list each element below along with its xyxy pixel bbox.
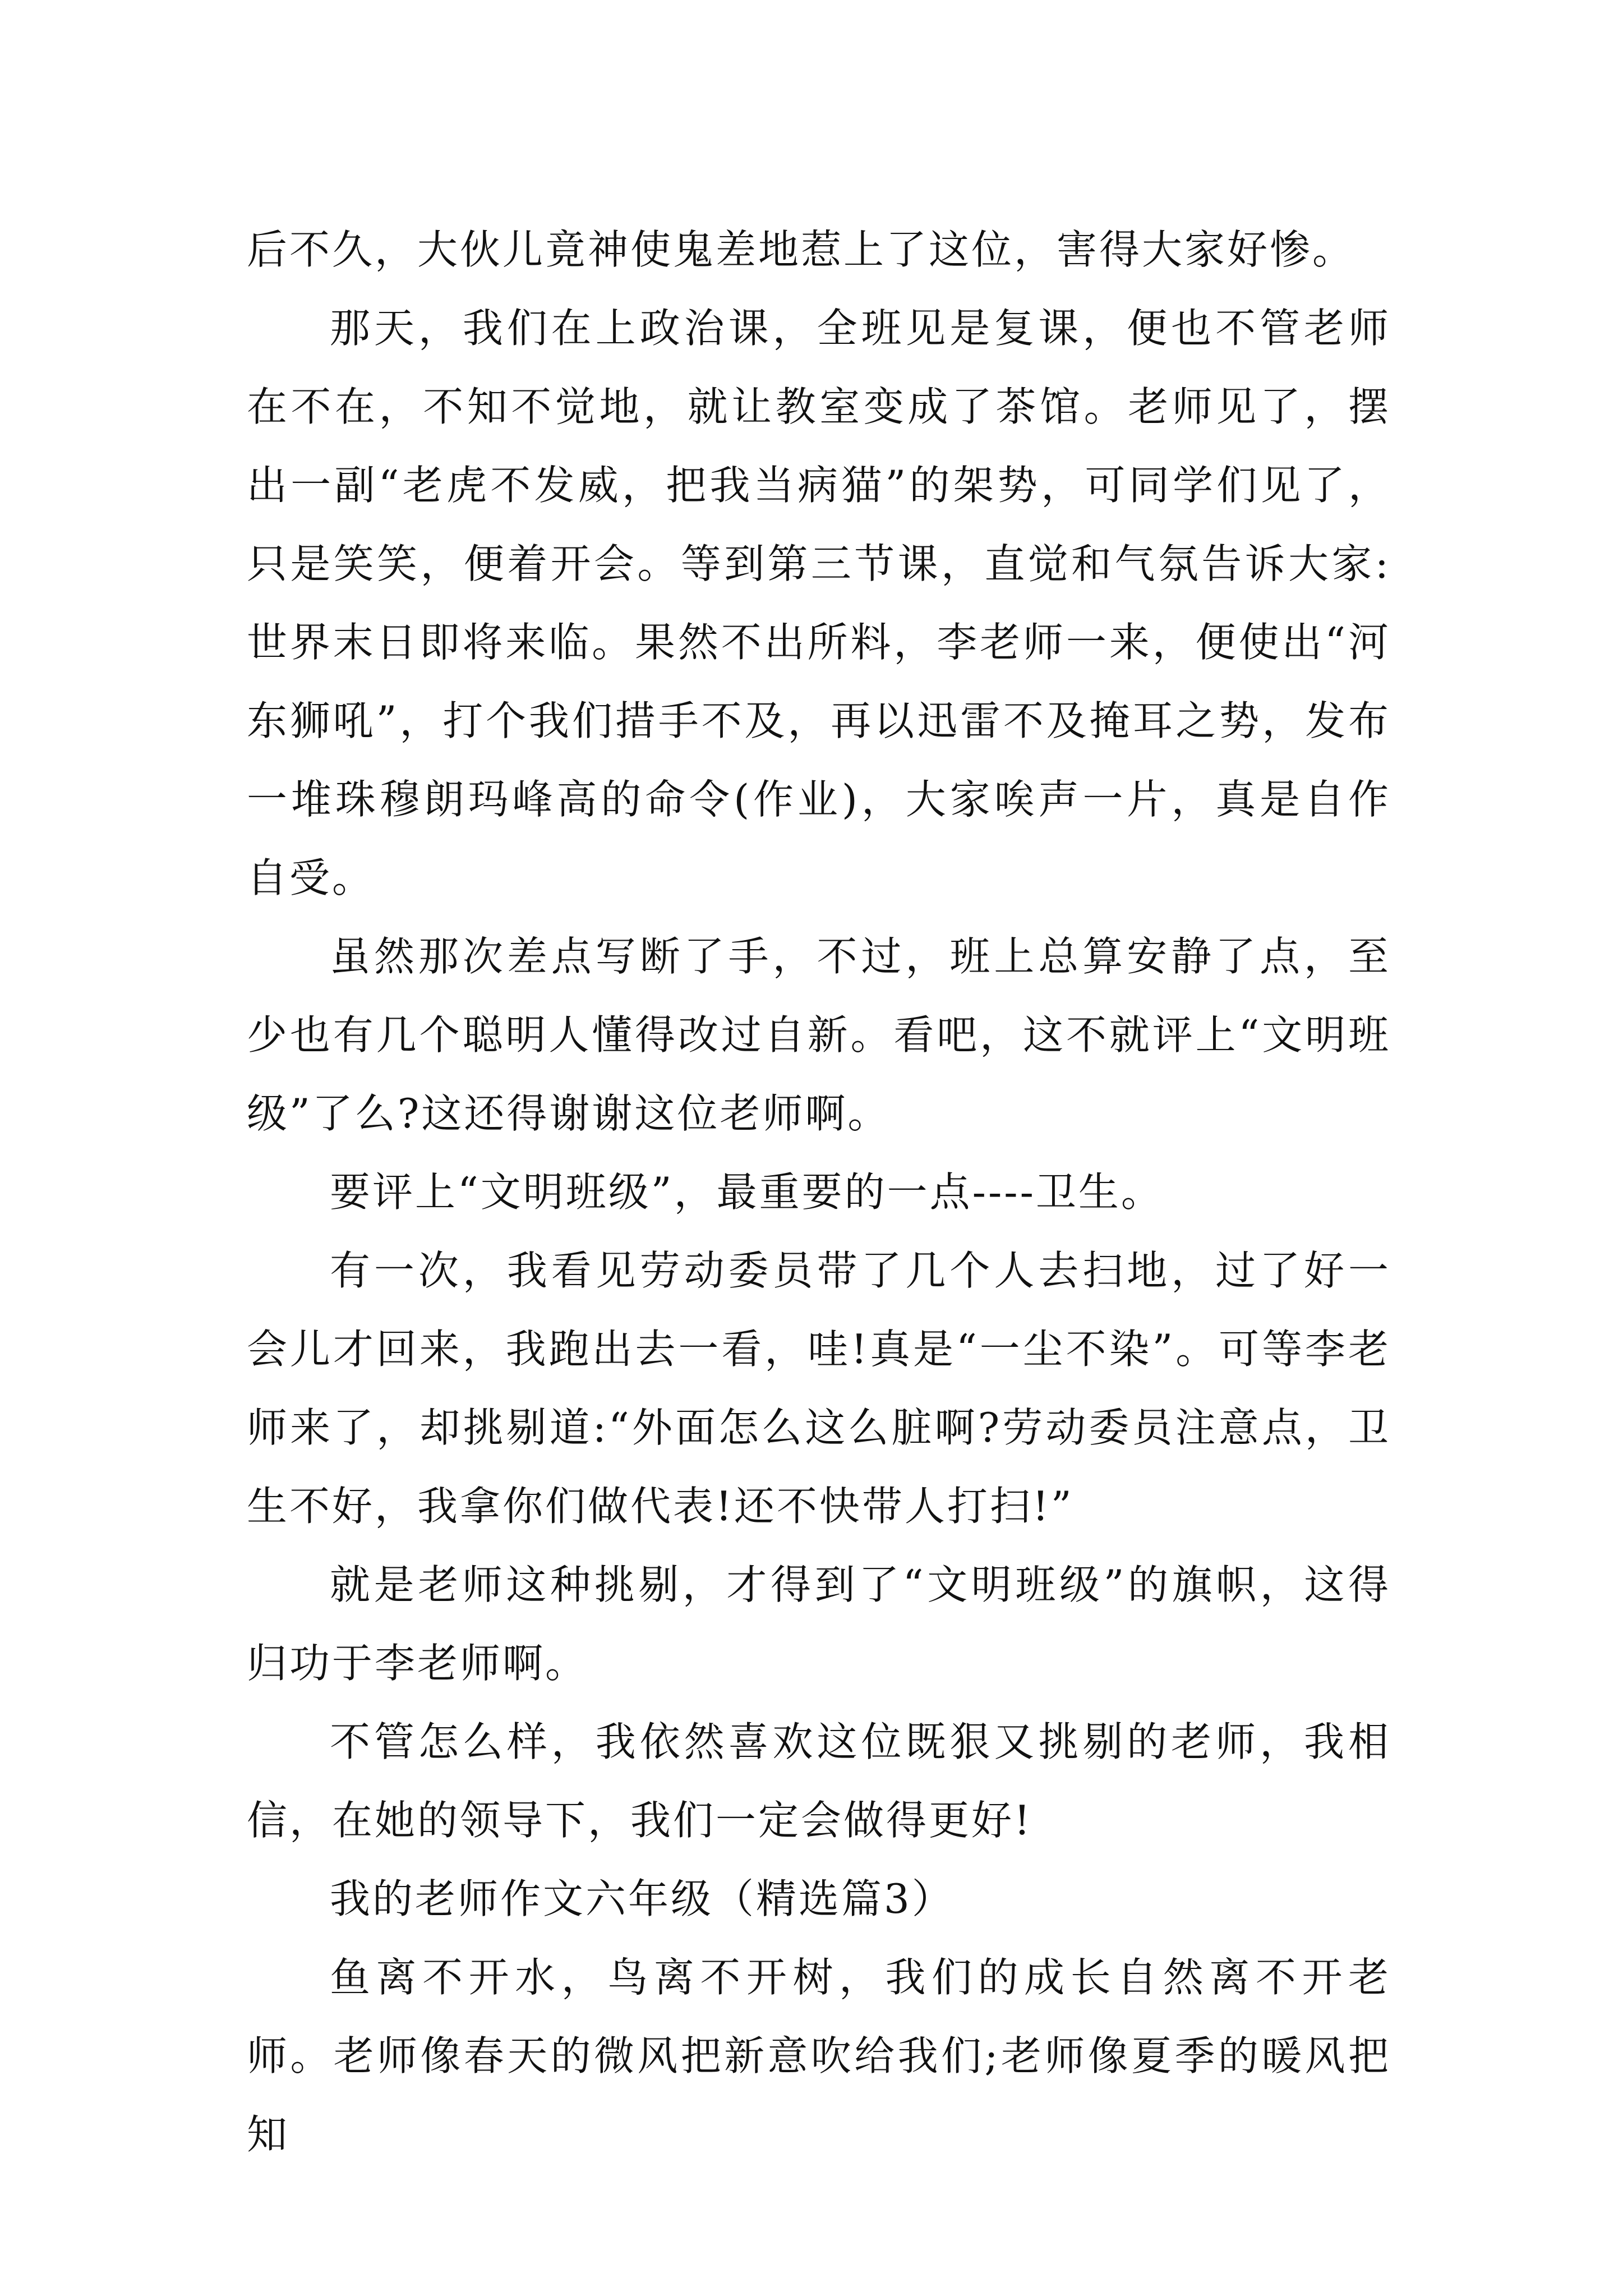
document-body (247, 210, 1391, 2174)
paragraph-1: 后不久，大伙儿竟神使鬼差地惹上了这位，害得大家好惨。 (247, 226, 1355, 273)
paragraph-8: 鱼离不开水，鸟离不开树，我们的成长自然离不开老师。老师像春天的微风把新意吹给我们;老师像夏季的暖风把知 (247, 1954, 1391, 2158)
paragraph-7: 不管怎么样，我依然喜欢这位既狠又挑剔的老师，我相信，在她的领导下，我们一定会做得更好! (247, 1718, 1391, 1844)
paragraph-2: 那天，我们在上政治课，全班见是复课，便也不管老师在不在，不知不觉地，就让教室变成了茶馆。老师见了，摆出一副“老虎不发威，把我当病猫”的架势，可同学们见了，只是笑笑，便着开会。等到第三节课，直觉和气氛告诉大家:世界末日即将来临。果然不出所料，李老师一来，便使出“河东狮吼”，打个我们措手不及，再以迅雷不及掩耳之势，发布一堆珠穆朗玛峰高的命令(作业)，大家唉声一片，真是自作自受。 (247, 305, 1391, 901)
paragraph-6: 就是老师这种挑剔，才得到了“文明班级”的旗帜，这得归功于李老师啊。 (247, 1561, 1391, 1687)
paragraph-5: 有一次，我看见劳动委员带了几个人去扫地，过了好一会儿才回来，我跑出去一看，哇!真是“一尘不染”。可等李老师来了，却挑剔道:“外面怎么这么脏啊?劳动委员注意点，卫生不好，我拿你们做代表!还不快带人打扫!” (247, 1247, 1391, 1530)
paragraph-4: 要评上“文明班级”，最重要的一点----卫生。 (330, 1168, 1164, 1216)
paragraph-3: 虽然那次差点写断了手，不过，班上总算安静了点，至少也有几个聪明人懂得改过自新。看吧，这不就评上“文明班级”了么?这还得谢谢这位老师啊。 (247, 933, 1391, 1137)
section-heading: 我的老师作文六年级（精选篇3） (330, 1875, 955, 1922)
